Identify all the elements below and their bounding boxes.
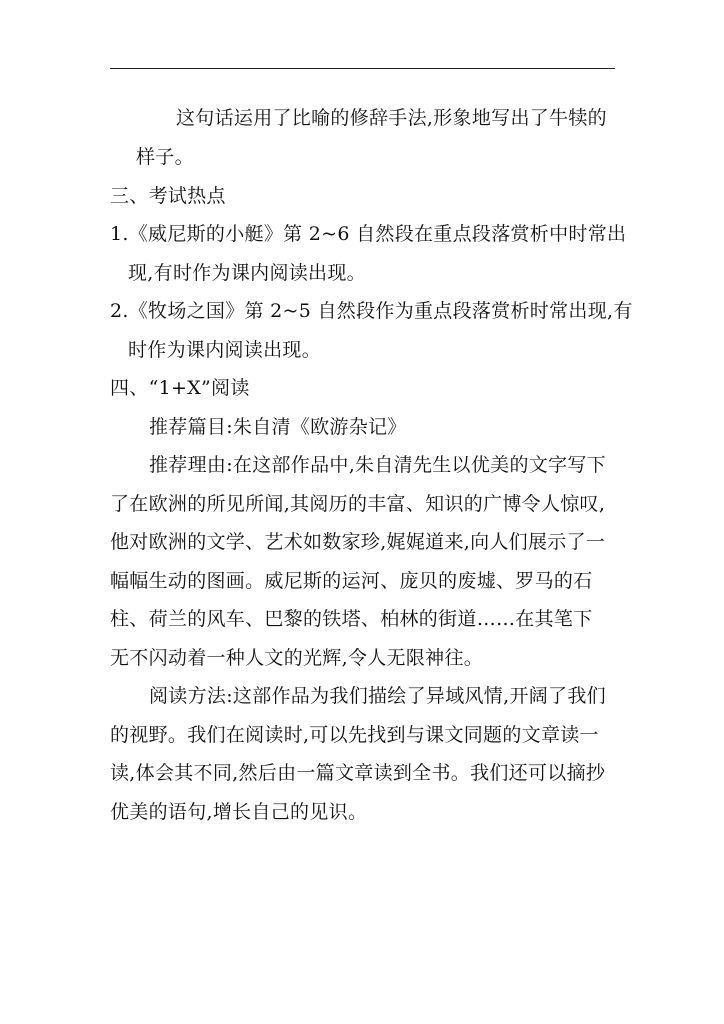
- section-heading-3: 三、考试热点: [110, 185, 226, 207]
- text-line-6: 2.《牧场之国》第 2~5 自然段作为重点段落赏析时常出现,有: [110, 300, 633, 322]
- section-heading-4: 四、“1+X”阅读: [110, 377, 250, 399]
- text-line-15: 无不闪动着一种人文的光辉,令人无限神往。: [110, 647, 484, 669]
- text-line-14: 柱、荷兰的风车、巴黎的铁塔、柏林的街道……在其笔下: [110, 608, 593, 630]
- header-rule: [110, 68, 615, 69]
- text-line-19: 优美的语句,增长自己的见识。: [110, 801, 368, 823]
- text-line-10: 推荐理由:在这部作品中,朱自清先生以优美的文字写下: [149, 454, 606, 476]
- text-line-4: 1.《威尼斯的小艇》第 2~6 自然段在重点段落赏析中时常出: [110, 223, 627, 245]
- text-line-18: 读,体会其不同,然后由一篇文章读到全书。我们还可以摘抄: [110, 762, 606, 784]
- text-line-12: 他对欧洲的文学、艺术如数家珍,娓娓道来,向人们展示了一: [110, 531, 606, 553]
- text-line-7: 时作为课内阅读出现。: [128, 339, 322, 361]
- text-line-1: 这句话运用了比喻的修辞手法,形象地写出了牛犊的: [176, 107, 607, 129]
- text-line-16: 阅读方法:这部作品为我们描绘了异域风情,开阔了我们: [149, 685, 606, 707]
- text-line-17: 的视野。我们在阅读时,可以先找到与课文同题的文章读一: [110, 724, 599, 746]
- text-line-5: 现,有时作为课内阅读出现。: [128, 262, 366, 284]
- recommended-title: 推荐篇目:朱自清《欧游杂记》: [149, 416, 407, 438]
- text-line-11: 了在欧洲的所见所闻,其阅历的丰富、知识的广博令人惊叹,: [110, 493, 606, 515]
- text-line-2: 样子。: [136, 146, 194, 168]
- text-line-13: 幅幅生动的图画。威尼斯的运河、庞贝的废墟、罗马的石: [110, 570, 593, 592]
